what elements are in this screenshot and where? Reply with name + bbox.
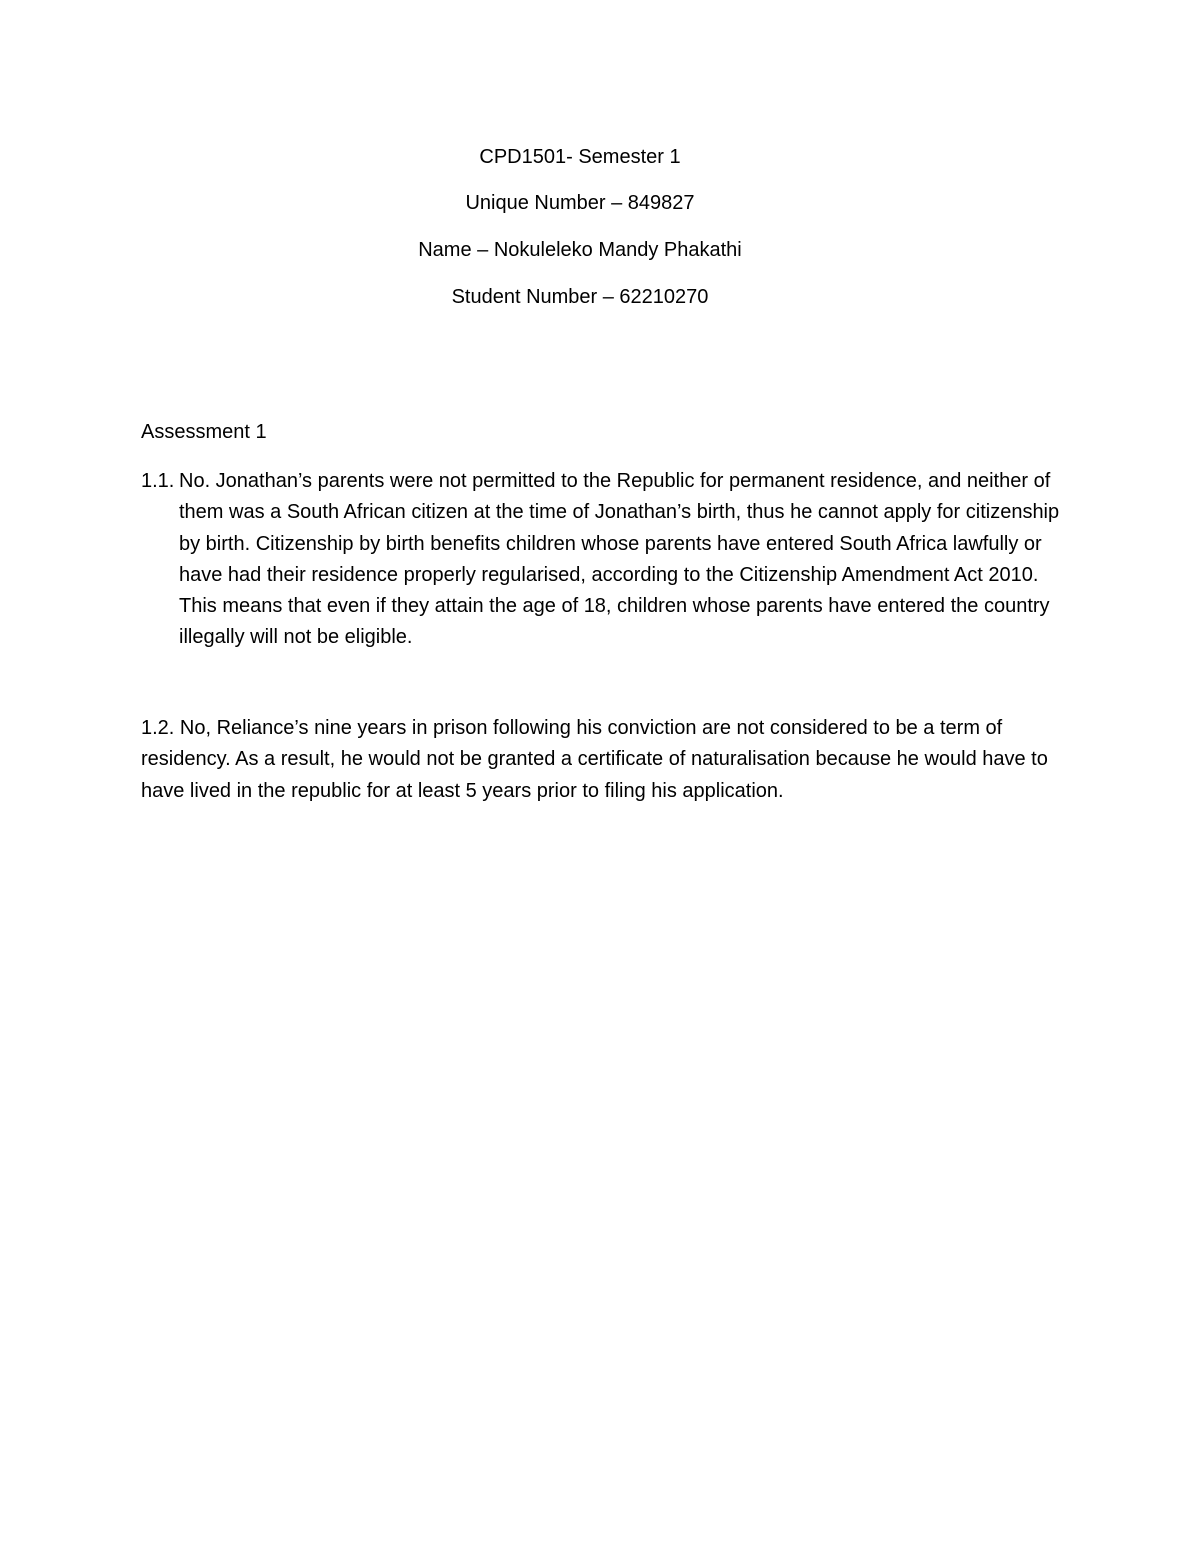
- answer-1-1: [141, 466, 1071, 654]
- answer-1-2: [141, 713, 1071, 807]
- assessment-heading: Assessment 1: [141, 421, 267, 443]
- answer-1-2-number: 1.2.: [141, 717, 175, 739]
- answer-1-2-text: No, Reliance’s nine years in prison following his conviction are not considered to be a term of residency. As a result, he would not be granted a certificate of naturalisation because he would have to have lived in the republic for at least 5 years prior to filing his application.: [141, 717, 1048, 802]
- course-title: CPD1501- Semester 1: [479, 146, 681, 168]
- student-number: Student Number – 62210270: [451, 286, 709, 308]
- unique-number: Unique Number – 849827: [465, 192, 695, 214]
- answer-1-1-text: No. Jonathan’s parents were not permitted to the Republic for permanent residence, and neither of them was a South African citizen at the time of Jonathan’s birth, thus he cannot apply for citizenship by birth. Citizenship by birth benefits children whose parents have entered South Africa lawfully or have had their residence properly regularised, according to the Citizenship Amendment Act 2010. This means that even if they attain the age of 18, children whose parents have entered the country illegally will not be eligible.: [179, 470, 1060, 649]
- answer-1-1-number: 1.1.: [141, 470, 175, 492]
- student-name: Name – Nokuleleko Mandy Phakathi: [418, 239, 742, 261]
